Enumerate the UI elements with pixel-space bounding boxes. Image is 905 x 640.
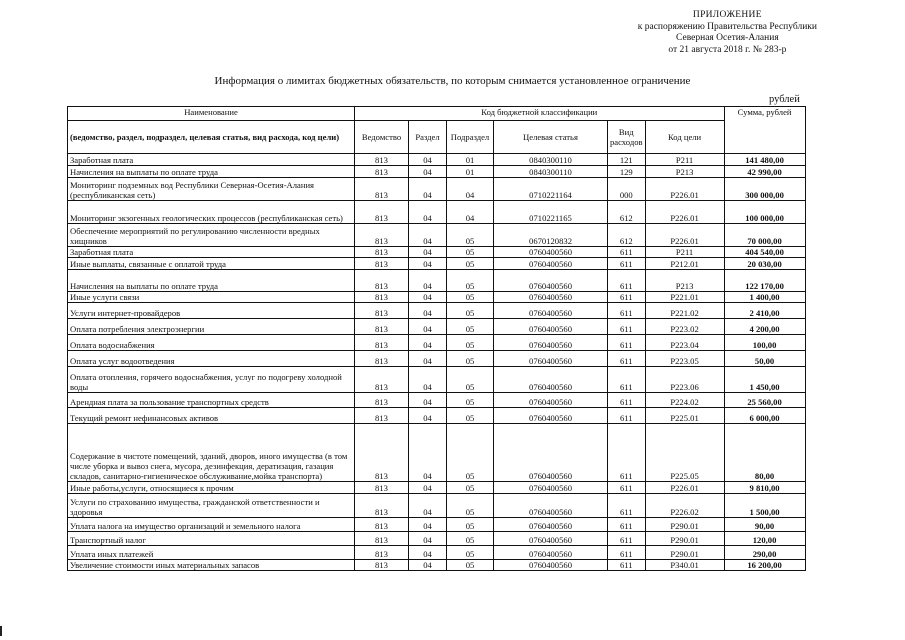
cell-statya: 0760400560 [494, 292, 608, 303]
table-row [68, 393, 806, 408]
cell-vedomstvo: 813 [355, 270, 409, 292]
cell-statya: 0760400560 [494, 408, 608, 424]
appendix-label: ПРИЛОЖЕНИЕ [692, 10, 762, 20]
cell-vedomstvo: 813 [355, 303, 409, 319]
cell-cel: Р290.01 [645, 518, 724, 532]
cell-razdel: 04 [409, 494, 447, 518]
cell-razdel: 04 [409, 482, 447, 494]
table-row [68, 178, 806, 201]
cell-statya: 0760400560 [494, 393, 608, 408]
cell-statya: 0760400560 [494, 319, 608, 335]
col-header-cel: Код цели [645, 121, 724, 154]
cell-razdel: 04 [409, 224, 447, 247]
cell-statya: 0760400560 [494, 546, 608, 560]
cell-statya: 0760400560 [494, 303, 608, 319]
cell-statya: 0760400560 [494, 518, 608, 532]
cell-sum: 80,00 [724, 424, 805, 482]
cell-razdel: 04 [409, 367, 447, 393]
cell-vedomstvo: 813 [355, 367, 409, 393]
cell-name: Услуги интернет-провайдеров [68, 303, 355, 319]
cell-name: Оплата потребления электроэнергии [68, 319, 355, 335]
cell-vedomstvo: 813 [355, 319, 409, 335]
cell-podrazdel: 05 [447, 303, 494, 319]
cell-vid: 612 [608, 224, 646, 247]
cell-razdel: 04 [409, 270, 447, 292]
cell-razdel: 04 [409, 393, 447, 408]
cell-name: Иные услуги связи [68, 292, 355, 303]
cell-vid: 611 [608, 292, 646, 303]
cell-cel: Р226.01 [645, 224, 724, 247]
cell-vid: 611 [608, 393, 646, 408]
table-row [68, 224, 806, 247]
cell-cel: Р223.04 [645, 335, 724, 351]
cell-cel: Р223.02 [645, 319, 724, 335]
cell-cel: Р290.01 [645, 532, 724, 546]
col-header-name-detail: (ведомство, раздел, подраздел, целевая статья, вид расхода, код цели) [68, 121, 355, 154]
cell-podrazdel: 05 [447, 292, 494, 303]
cell-vedomstvo: 813 [355, 482, 409, 494]
table-row [68, 154, 806, 166]
cell-name: Начисления на выплаты по оплате труда [68, 166, 355, 178]
cell-razdel: 04 [409, 178, 447, 201]
cell-vid: 121 [608, 154, 646, 166]
cell-podrazdel: 05 [447, 393, 494, 408]
cell-vedomstvo: 813 [355, 154, 409, 166]
cell-podrazdel: 05 [447, 546, 494, 560]
cell-sum: 9 810,00 [724, 482, 805, 494]
cell-name: Оплата отопления, горячего водоснабжения, услуг по подогреву холодной воды [68, 367, 355, 393]
cell-cel: Р224.02 [645, 393, 724, 408]
cell-sum: 100 000,00 [724, 201, 805, 224]
cell-podrazdel: 05 [447, 247, 494, 258]
cell-name: Мониторинг экзогенных геологических процессов (республиканская сеть) [68, 201, 355, 224]
cell-podrazdel: 05 [447, 482, 494, 494]
cell-cel: Р226.01 [645, 482, 724, 494]
col-header-statya: Целевая статья [494, 121, 608, 154]
cell-podrazdel: 05 [447, 258, 494, 270]
cell-sum: 16 200,00 [724, 560, 805, 571]
document-title: Информация о лимитах бюджетных обязательств, по которым снимается установленное ограничение [214, 75, 691, 87]
cell-name: Заработная плата [68, 154, 355, 166]
cell-vid: 611 [608, 518, 646, 532]
cell-cel: Р223.05 [645, 351, 724, 367]
cell-statya: 0760400560 [494, 424, 608, 482]
cell-vid: 611 [608, 258, 646, 270]
cell-statya: 0710221165 [494, 201, 608, 224]
cell-name: Заработная плата [68, 247, 355, 258]
table-row [68, 303, 806, 319]
table-row [68, 494, 806, 518]
cell-podrazdel: 05 [447, 560, 494, 571]
cell-vedomstvo: 813 [355, 560, 409, 571]
cell-statya: 0760400560 [494, 494, 608, 518]
decree-reference: к распоряжению Правительства Республики [637, 21, 817, 32]
cell-podrazdel: 05 [447, 532, 494, 546]
cell-name: Иные выплаты, связанные с оплатой труда [68, 258, 355, 270]
cell-sum: 50,00 [724, 351, 805, 367]
cell-vedomstvo: 813 [355, 494, 409, 518]
table-row [68, 292, 806, 303]
cell-sum: 100,00 [724, 335, 805, 351]
cell-vedomstvo: 813 [355, 335, 409, 351]
cell-podrazdel: 05 [447, 408, 494, 424]
cell-vid: 611 [608, 408, 646, 424]
cell-podrazdel: 05 [447, 494, 494, 518]
cell-statya: 0760400560 [494, 270, 608, 292]
col-header-podrazdel: Подраздел [447, 121, 494, 154]
cell-cel: Р223.06 [645, 367, 724, 393]
cell-vedomstvo: 813 [355, 178, 409, 201]
cell-vedomstvo: 813 [355, 201, 409, 224]
cell-statya: 0840300110 [494, 166, 608, 178]
cell-sum: 6 000,00 [724, 408, 805, 424]
cell-razdel: 04 [409, 518, 447, 532]
cell-razdel: 04 [409, 319, 447, 335]
cell-razdel: 04 [409, 351, 447, 367]
cell-name: Арендная плата за пользование транспортных средств [68, 393, 355, 408]
cell-sum: 404 540,00 [724, 247, 805, 258]
cell-podrazdel: 05 [447, 518, 494, 532]
cell-cel: Р225.01 [645, 408, 724, 424]
cell-cel: Р226.01 [645, 178, 724, 201]
cell-podrazdel: 04 [447, 178, 494, 201]
cell-vid: 611 [608, 270, 646, 292]
table-row [68, 532, 806, 546]
cell-vedomstvo: 813 [355, 424, 409, 482]
cell-statya: 0760400560 [494, 258, 608, 270]
cell-cel: Р226.02 [645, 494, 724, 518]
cell-sum: 2 410,00 [724, 303, 805, 319]
cell-cel: Р226.01 [645, 201, 724, 224]
cell-cel: Р212.01 [645, 258, 724, 270]
budget-limits-table [67, 106, 806, 571]
cell-vedomstvo: 813 [355, 408, 409, 424]
cell-statya: 0760400560 [494, 351, 608, 367]
cell-vid: 611 [608, 532, 646, 546]
cell-cel: Р211 [645, 247, 724, 258]
margin-mark [0, 626, 2, 636]
republic-name: Северная Осетия-Алания [676, 33, 779, 43]
cell-statya: 0760400560 [494, 335, 608, 351]
cell-sum: 120,00 [724, 532, 805, 546]
cell-name: Содержание в чистоте помещений, зданий, дворов, иного имущества (в том числе уборка и вывоз снега, мусора, дезинфекция, дератизация, газация складов, санитарно-гигиеническое обслуживание,мойка транспорта) [68, 424, 355, 482]
cell-cel: Р213 [645, 166, 724, 178]
cell-podrazdel: 05 [447, 424, 494, 482]
table-row [68, 335, 806, 351]
table-row [68, 367, 806, 393]
cell-razdel: 04 [409, 408, 447, 424]
cell-name: Обеспечение мероприятий по регулированию численности вредных хищников [68, 224, 355, 247]
cell-name: Услуги по страхованию имущества, гражданской ответственности и здоровья [68, 494, 355, 518]
cell-cel: Р290.01 [645, 546, 724, 560]
cell-podrazdel: 05 [447, 335, 494, 351]
col-header-code: Код бюджетной классификации [355, 107, 725, 121]
cell-name: Транспортный налог [68, 532, 355, 546]
appendix-header [638, 10, 817, 56]
table-row [68, 247, 806, 258]
cell-sum: 1 500,00 [724, 494, 805, 518]
cell-podrazdel: 05 [447, 351, 494, 367]
table-row [68, 319, 806, 335]
cell-sum: 42 990,00 [724, 166, 805, 178]
cell-vedomstvo: 813 [355, 393, 409, 408]
cell-name: Увеличение стоимости иных материальных запасов [68, 560, 355, 571]
table-row [68, 408, 806, 424]
col-header-vid: Вид расходов [608, 121, 646, 154]
cell-sum: 4 200,00 [724, 319, 805, 335]
cell-statya: 0670120832 [494, 224, 608, 247]
cell-razdel: 04 [409, 532, 447, 546]
cell-vid: 611 [608, 319, 646, 335]
cell-statya: 0710221164 [494, 178, 608, 201]
cell-podrazdel: 04 [447, 201, 494, 224]
cell-name: Оплата услуг водоотведения [68, 351, 355, 367]
cell-razdel: 04 [409, 335, 447, 351]
cell-vid: 611 [608, 424, 646, 482]
decree-date: от 21 августа 2018 г. № 283-р [668, 44, 787, 55]
cell-vid: 129 [608, 166, 646, 178]
col-header-sum: Сумма, рублей [724, 107, 805, 154]
cell-statya: 0760400560 [494, 560, 608, 571]
cell-razdel: 04 [409, 201, 447, 224]
cell-statya: 0760400560 [494, 247, 608, 258]
cell-name: Иные работы,услуги, относящиеся к прочим [68, 482, 355, 494]
cell-vedomstvo: 813 [355, 292, 409, 303]
table-row [68, 258, 806, 270]
cell-vedomstvo: 813 [355, 166, 409, 178]
cell-vid: 611 [608, 247, 646, 258]
cell-cel: Р225.05 [645, 424, 724, 482]
table-row [68, 560, 806, 571]
cell-sum: 90,00 [724, 518, 805, 532]
cell-vid: 611 [608, 546, 646, 560]
cell-statya: 0760400560 [494, 367, 608, 393]
cell-podrazdel: 05 [447, 270, 494, 292]
cell-sum: 141 480,00 [724, 154, 805, 166]
cell-vid: 611 [608, 351, 646, 367]
cell-sum: 25 560,00 [724, 393, 805, 408]
currency-unit: рублей [769, 94, 800, 105]
table-row [68, 270, 806, 292]
table-row [68, 424, 806, 482]
cell-razdel: 04 [409, 292, 447, 303]
cell-vid: 611 [608, 494, 646, 518]
cell-razdel: 04 [409, 247, 447, 258]
cell-cel: Р211 [645, 154, 724, 166]
cell-vid: 612 [608, 201, 646, 224]
cell-podrazdel: 05 [447, 367, 494, 393]
cell-cel: Р213 [645, 270, 724, 292]
cell-razdel: 04 [409, 166, 447, 178]
cell-podrazdel: 05 [447, 319, 494, 335]
col-header-name: Наименование [68, 107, 355, 121]
cell-sum: 1 450,00 [724, 367, 805, 393]
cell-sum: 1 400,00 [724, 292, 805, 303]
cell-podrazdel: 01 [447, 166, 494, 178]
cell-vedomstvo: 813 [355, 546, 409, 560]
cell-vid: 611 [608, 482, 646, 494]
cell-cel: Р221.02 [645, 303, 724, 319]
header-row-2 [68, 121, 806, 154]
cell-sum: 20 030,00 [724, 258, 805, 270]
cell-razdel: 04 [409, 258, 447, 270]
cell-vedomstvo: 813 [355, 247, 409, 258]
cell-name: Уплата налога на имущество организаций и земельного налога [68, 518, 355, 532]
cell-vedomstvo: 813 [355, 351, 409, 367]
cell-cel: Р340.01 [645, 560, 724, 571]
cell-statya: 0760400560 [494, 482, 608, 494]
cell-name: Текущий ремонт нефинансовых активов [68, 408, 355, 424]
cell-vedomstvo: 813 [355, 258, 409, 270]
cell-vedomstvo: 813 [355, 518, 409, 532]
col-header-vedomstvo: Ведомство [355, 121, 409, 154]
cell-name: Уплата иных платежей [68, 546, 355, 560]
cell-sum: 300 000,00 [724, 178, 805, 201]
cell-razdel: 04 [409, 560, 447, 571]
cell-statya: 0760400560 [494, 532, 608, 546]
cell-statya: 0840300110 [494, 154, 608, 166]
cell-sum: 290,00 [724, 546, 805, 560]
cell-cel: Р221.01 [645, 292, 724, 303]
cell-name: Оплата водоснабжения [68, 335, 355, 351]
table-row [68, 546, 806, 560]
cell-podrazdel: 05 [447, 224, 494, 247]
table-row [68, 351, 806, 367]
table-row [68, 482, 806, 494]
cell-vid: 000 [608, 178, 646, 201]
cell-vedomstvo: 813 [355, 532, 409, 546]
table-row [68, 518, 806, 532]
table-row [68, 166, 806, 178]
cell-vid: 611 [608, 367, 646, 393]
cell-sum: 122 170,00 [724, 270, 805, 292]
cell-vedomstvo: 813 [355, 224, 409, 247]
cell-vid: 611 [608, 335, 646, 351]
cell-sum: 70 000,00 [724, 224, 805, 247]
cell-name: Мониторинг подземных вод Республики Северная-Осетия-Алания (республиканская сеть) [68, 178, 355, 201]
cell-vid: 611 [608, 303, 646, 319]
table-row [68, 201, 806, 224]
cell-razdel: 04 [409, 154, 447, 166]
cell-podrazdel: 01 [447, 154, 494, 166]
cell-name: Начисления на выплаты по оплате труда [68, 270, 355, 292]
cell-razdel: 04 [409, 424, 447, 482]
header-row-1 [68, 107, 806, 121]
cell-vid: 611 [608, 560, 646, 571]
cell-razdel: 04 [409, 303, 447, 319]
col-header-razdel: Раздел [409, 121, 447, 154]
cell-razdel: 04 [409, 546, 447, 560]
